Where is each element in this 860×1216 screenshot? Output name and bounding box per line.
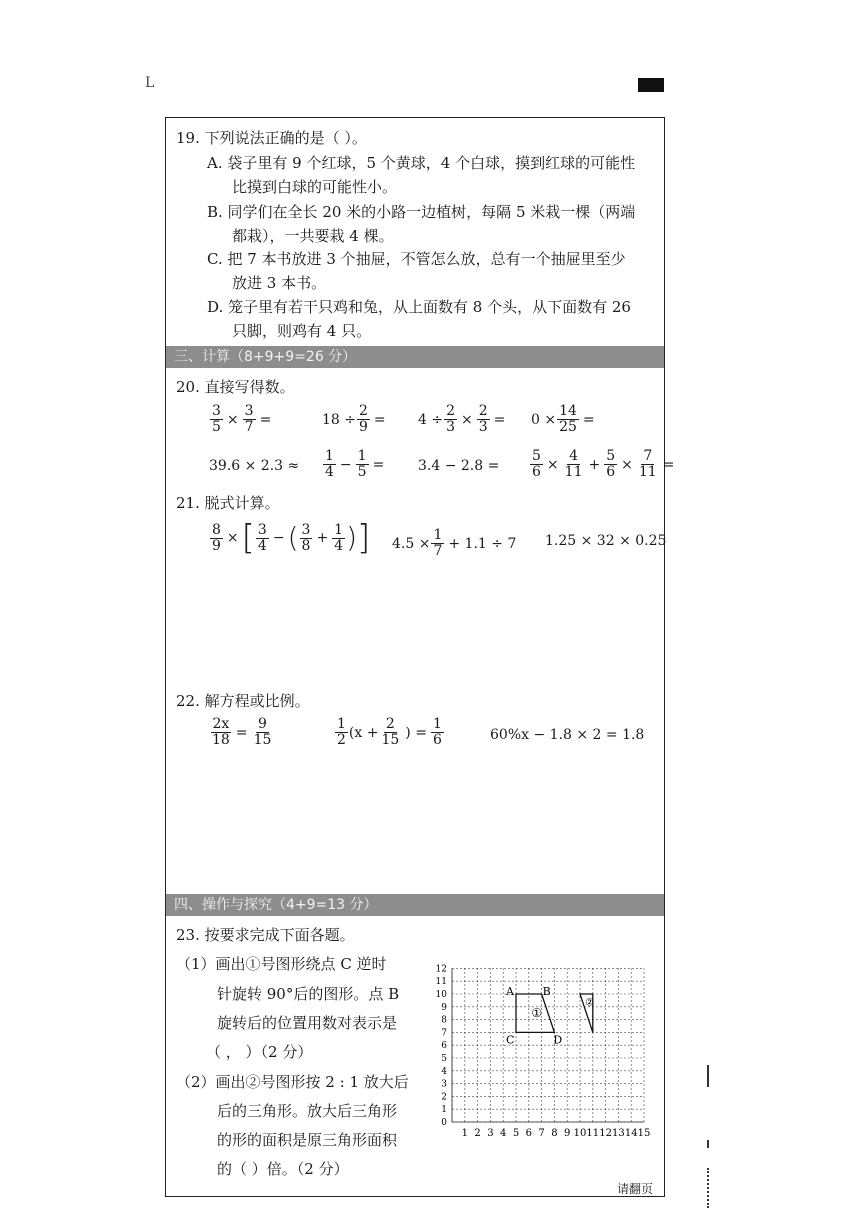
section-three-title: 三、计算（8+9+9=26 分） bbox=[174, 349, 357, 365]
q21-stem: 21. 脱式计算。 bbox=[176, 494, 280, 512]
fraction: $\frac{3}{8}$ bbox=[301, 521, 311, 554]
q20-expr-6: $\frac{1}{4}$ − $\frac{1}{5}$ = bbox=[325, 448, 385, 480]
point-c-label: C bbox=[506, 1033, 515, 1047]
y-tick-label: 4 bbox=[441, 1066, 447, 1077]
fraction: $\frac{2}{9}$ bbox=[359, 403, 368, 435]
edge-mark bbox=[707, 1140, 709, 1148]
x-tick-label: 3 bbox=[487, 1128, 494, 1139]
q21-expr-1: $\frac{8}{9}$ × [ $\frac{3}{4}$ − ( $\frac{3}{8}$ + $\frac{1}{4}$ ) ] bbox=[212, 518, 371, 558]
x-tick-label: 13 bbox=[612, 1128, 625, 1139]
section-four-header bbox=[166, 894, 664, 916]
q23-part1-line3: 旋转后的位置用数对表示是 bbox=[217, 1014, 398, 1032]
q22-stem: 22. 解方程或比例。 bbox=[176, 692, 310, 710]
section-four-title: 四、操作与探究（4+9=13 分） bbox=[174, 897, 378, 913]
x-tick-label: 5 bbox=[512, 1128, 520, 1139]
fraction: $\frac{1}{6}$ bbox=[432, 716, 442, 748]
fraction: $\frac{2}{3}$ bbox=[478, 403, 488, 435]
q22-expr-3: 60%x − 1.8 × 2 = 1.8 bbox=[490, 727, 645, 743]
x-tick-label: 4 bbox=[500, 1128, 507, 1139]
fraction: $\frac{1}{4}$ bbox=[334, 521, 344, 554]
y-tick-label: 2 bbox=[441, 1092, 447, 1103]
q23-part1-line4: （ ， ）（2 分） bbox=[206, 1043, 313, 1061]
x-tick-label: 2 bbox=[474, 1128, 481, 1139]
footer-turn-page: 请翻页 bbox=[617, 1182, 654, 1196]
x-tick-label: 15 bbox=[637, 1128, 651, 1139]
y-tick-label: 6 bbox=[441, 1041, 447, 1052]
x-tick-label: 14 bbox=[624, 1128, 638, 1139]
x-tick-label: 6 bbox=[525, 1128, 532, 1139]
q20-expr-7: 3.4 − 2.8 = bbox=[418, 458, 500, 474]
fraction: $\frac{2}{15}$ bbox=[381, 716, 400, 748]
q20-expr-8: $\frac{5}{6}$ × $\frac{4}{11}$ + $\frac{5}{6}$ × $\frac{7}{11}$ = bbox=[532, 448, 675, 480]
edge-mark bbox=[707, 1168, 711, 1208]
edge-mark bbox=[707, 1065, 709, 1087]
y-tick-label: 0 bbox=[441, 1118, 447, 1128]
y-tick-label: 7 bbox=[441, 1028, 447, 1039]
x-tick-label: 11 bbox=[586, 1128, 600, 1139]
fraction: $\frac{5}{6}$ bbox=[532, 448, 541, 480]
q20-expr-3: 4 ÷ $\frac{2}{3}$ × $\frac{2}{3}$ = bbox=[418, 403, 506, 435]
y-tick-label: 8 bbox=[441, 1015, 447, 1026]
q19-option-a-line2: 比摸到白球的可能性小。 bbox=[232, 178, 398, 196]
q23-part2-line1: （2）画出②号图形按 2 : 1 放大后 bbox=[176, 1073, 409, 1091]
fraction: $\frac{1}{5}$ bbox=[357, 448, 367, 480]
fraction: $\frac{5}{6}$ bbox=[606, 448, 616, 480]
x-tick-label: 12 bbox=[599, 1128, 612, 1139]
q21-expr-3: 1.25 × 32 × 0.25 bbox=[545, 533, 667, 549]
fraction: $\frac{8}{9}$ bbox=[212, 521, 221, 554]
y-tick-label: 11 bbox=[435, 977, 447, 988]
q23-part2-line3: 的形的面积是原三角形面积 bbox=[217, 1131, 398, 1149]
fraction: $\frac{4}{11}$ bbox=[564, 448, 583, 480]
q19-option-c-line2: 放进 3 本书。 bbox=[232, 274, 327, 292]
q23-part1-line1: （1）画出①号图形绕点 C 逆时 bbox=[176, 955, 387, 973]
fraction: $\frac{7}{11}$ bbox=[638, 448, 657, 480]
q19-option-b-line2: 都栽），一共要栽 4 棵。 bbox=[232, 227, 394, 245]
q19-stem: 19. 下列说法正确的是（ ）。 bbox=[176, 129, 367, 147]
q20-expr-1: $\frac{3}{5}$ × $\frac{3}{7}$ = bbox=[212, 403, 272, 435]
shape-2-label: ② bbox=[585, 997, 595, 1009]
y-tick-label: 10 bbox=[435, 990, 447, 1000]
fraction: $\frac{1}{7}$ bbox=[433, 527, 443, 559]
q19-option-c-line1: C. 把 7 本书放进 3 个抽屉，不管怎么放，总有一个抽屉里至少 bbox=[207, 250, 626, 268]
shape-1-label: ① bbox=[531, 1006, 543, 1021]
y-tick-label: 9 bbox=[441, 1002, 447, 1013]
q20-expr-4: 0 × $\frac{14}{25}$ = bbox=[531, 403, 595, 435]
fraction: $\frac{3}{5}$ bbox=[212, 403, 221, 435]
section-three-header bbox=[166, 346, 664, 368]
q23-part1-line2: 针旋转 90°后的图形。点 B bbox=[217, 985, 400, 1003]
x-tick-label: 8 bbox=[551, 1128, 558, 1139]
fraction: $\frac{2}{3}$ bbox=[446, 403, 456, 435]
x-tick-label: 1 bbox=[461, 1128, 468, 1139]
point-d-label: D bbox=[553, 1033, 563, 1047]
q22-expr-2: $\frac{1}{2}$ (x + $\frac{2}{15}$ ) = $\frac{1}{6}$ bbox=[337, 716, 442, 748]
point-b-label: B bbox=[542, 985, 551, 998]
q22-expr-1: $\frac{2x}{18}$ = $\frac{9}{15}$ bbox=[212, 716, 272, 748]
x-tick-label: 10 bbox=[573, 1128, 587, 1139]
fraction: $\frac{3}{7}$ bbox=[244, 403, 254, 435]
x-tick-label: 9 bbox=[564, 1128, 571, 1139]
point-a-label: A bbox=[506, 985, 514, 998]
fraction: $\frac{1}{2}$ bbox=[337, 716, 346, 748]
q19-option-a-line1: A. 袋子里有 9 个红球，5 个黄球，4 个白球，摸到红球的可能性 bbox=[207, 154, 636, 172]
q23-stem: 23. 按要求完成下面各题。 bbox=[176, 926, 355, 944]
fraction: $\frac{3}{4}$ bbox=[257, 521, 267, 554]
q23-part2-line4: 的（ ）倍。（2 分） bbox=[217, 1160, 349, 1178]
y-tick-label: 3 bbox=[441, 1079, 447, 1090]
q21-expr-2: 4.5 × $\frac{1}{7}$ + 1.1 ÷ 7 bbox=[392, 527, 517, 559]
q20-expr-5: 39.6 × 2.3 ≈ bbox=[209, 458, 300, 474]
coordinate-grid bbox=[430, 955, 655, 1140]
x-tick-label: 7 bbox=[538, 1128, 545, 1139]
q19-option-b-line1: B. 同学们在全长 20 米的小路一边植树，每隔 5 米栽一棵（两端 bbox=[207, 203, 636, 221]
y-tick-label: 1 bbox=[441, 1105, 447, 1116]
fraction: $\frac{1}{4}$ bbox=[325, 448, 334, 480]
q20-stem: 20. 直接写得数。 bbox=[176, 378, 295, 396]
q23-part2-line2: 后的三角形。放大后三角形 bbox=[217, 1102, 398, 1120]
page-tag-block bbox=[638, 78, 664, 92]
y-tick-label: 5 bbox=[441, 1054, 447, 1064]
q20-expr-2: 18 ÷ $\frac{2}{9}$ = bbox=[322, 403, 386, 435]
q19-option-d-line1: D. 笼子里有若干只鸡和兔，从上面数有 8 个头，从下面数有 26 bbox=[207, 298, 631, 316]
corner-mark: L bbox=[145, 75, 155, 91]
y-tick-label: 12 bbox=[435, 964, 447, 975]
fraction: $\frac{14}{25}$ bbox=[559, 403, 577, 435]
fraction: $\frac{2x}{18}$ bbox=[212, 716, 230, 748]
q19-option-d-line2: 只脚，则鸡有 4 只。 bbox=[232, 322, 372, 340]
fraction: $\frac{9}{15}$ bbox=[253, 716, 272, 748]
